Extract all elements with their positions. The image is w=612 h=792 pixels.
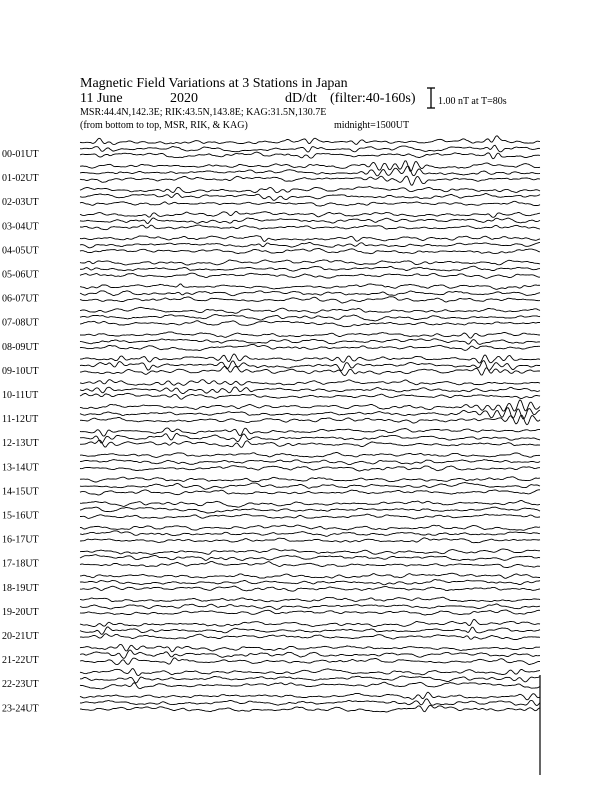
trace-rik <box>80 699 540 706</box>
hour-label: 14-15UT <box>2 486 39 498</box>
trace-kag <box>80 549 540 555</box>
trace-rik <box>80 315 540 321</box>
trace-rik <box>80 266 540 271</box>
chart-title: Magnetic Field Variations at 3 Stations in Japan <box>80 76 348 91</box>
trace-rik <box>80 627 540 635</box>
trace-msr <box>80 249 540 254</box>
hour-rows <box>2 136 540 715</box>
trace-rik <box>80 339 540 345</box>
trace-rik <box>80 243 540 248</box>
hour-label: 12-13UT <box>2 438 39 450</box>
trace-rik <box>80 218 540 224</box>
trace-kag <box>80 187 540 193</box>
trace-msr <box>80 176 540 185</box>
quantity-label: dD/dt <box>285 91 317 106</box>
trace-msr <box>80 393 540 399</box>
hour-label: 09-10UT <box>2 365 39 377</box>
scale-bar-label: 1.00 nT at T=80s <box>438 96 507 107</box>
trace-kag <box>80 400 540 411</box>
trace-rik <box>80 361 540 371</box>
trace-rik <box>80 145 540 152</box>
trace-kag <box>80 453 540 458</box>
trace-msr <box>80 152 540 159</box>
hour-label: 08-09UT <box>2 341 39 353</box>
trace-kag <box>80 501 540 508</box>
hour-label: 07-08UT <box>2 317 39 329</box>
hour-label: 22-23UT <box>2 679 39 691</box>
trace-msr <box>80 345 540 351</box>
date-year: 2020 <box>170 91 198 106</box>
trace-msr <box>80 225 540 230</box>
hour-label: 17-18UT <box>2 558 39 570</box>
scale-bar <box>427 88 507 108</box>
trace-msr <box>80 682 540 689</box>
station-coordinates: MSR:44.4N,142.3E; RIK:43.5N,143.8E; KAG:31.5N,130.7E <box>80 107 327 118</box>
hour-label: 18-19UT <box>2 582 39 594</box>
trace-kag <box>80 669 540 676</box>
trace-kag <box>80 236 540 242</box>
trace-rik <box>80 507 540 513</box>
trace-rik <box>80 483 540 490</box>
trace-msr <box>80 466 540 471</box>
trace-kag <box>80 644 540 651</box>
trace-kag <box>80 211 540 217</box>
trace-msr <box>80 561 540 567</box>
hour-label: 06-07UT <box>2 293 39 305</box>
trace-rik <box>80 604 540 609</box>
hour-label: 02-03UT <box>2 197 39 209</box>
trace-rik <box>80 460 540 465</box>
trace-rik <box>80 193 540 200</box>
trace-kag <box>80 525 540 530</box>
hour-label: 16-17UT <box>2 534 39 546</box>
trace-rik <box>80 580 540 585</box>
trace-msr <box>80 538 540 543</box>
trace-kag <box>80 332 540 338</box>
trace-kag <box>80 380 540 386</box>
trace-kag <box>80 161 540 172</box>
trace-msr <box>80 440 540 447</box>
filter-label: (filter:40-160s) <box>330 91 416 106</box>
trace-msr <box>80 366 540 375</box>
trace-kag <box>80 477 540 482</box>
trace-msr <box>80 201 540 206</box>
trace-rik <box>80 408 540 419</box>
date-day: 11 June <box>80 91 123 106</box>
trace-kag <box>80 354 540 363</box>
midnight-note: midnight=1500UT <box>334 120 410 131</box>
trace-kag <box>80 428 540 436</box>
trace-rik <box>80 676 540 683</box>
hour-label: 23-24UT <box>2 703 39 715</box>
trace-kag <box>80 260 540 265</box>
trace-msr <box>80 705 540 712</box>
trace-kag <box>80 692 540 700</box>
trace-msr <box>80 297 540 303</box>
hour-label: 15-16UT <box>2 510 39 522</box>
trace-msr <box>80 634 540 640</box>
trace-msr <box>80 586 540 591</box>
hour-label: 20-21UT <box>2 631 39 642</box>
trace-rik <box>80 650 540 658</box>
trace-rik <box>80 166 540 176</box>
hour-label: 01-02UT <box>2 173 39 185</box>
trace-kag <box>80 597 540 602</box>
chart-header <box>80 76 416 131</box>
hour-label: 10-11UT <box>2 390 39 401</box>
trace-msr <box>80 273 540 278</box>
trace-rik <box>80 387 540 394</box>
trace-rik <box>80 291 540 296</box>
trace-kag <box>80 284 540 289</box>
hour-label: 04-05UT <box>2 245 39 257</box>
hour-label: 11-12UT <box>2 414 39 426</box>
trace-msr <box>80 490 540 495</box>
trace-msr <box>80 415 540 425</box>
hour-label: 03-04UT <box>2 221 39 233</box>
trace-rik <box>80 555 540 561</box>
trace-kag <box>80 307 540 313</box>
hour-label: 05-06UT <box>2 269 39 281</box>
hour-label: 21-22UT <box>2 655 39 667</box>
trace-msr <box>80 658 540 665</box>
trace-rik <box>80 531 540 537</box>
trace-order-note: (from bottom to top, MSR, RIK, & KAG) <box>80 120 248 131</box>
trace-kag <box>80 136 540 145</box>
trace-msr <box>80 321 540 327</box>
trace-msr <box>80 610 540 615</box>
hour-label: 13-14UT <box>2 462 39 474</box>
hour-label: 00-01UT <box>2 149 39 160</box>
trace-kag <box>80 619 540 626</box>
trace-msr <box>80 514 540 519</box>
hour-label: 19-20UT <box>2 606 39 618</box>
trace-kag <box>80 573 540 578</box>
